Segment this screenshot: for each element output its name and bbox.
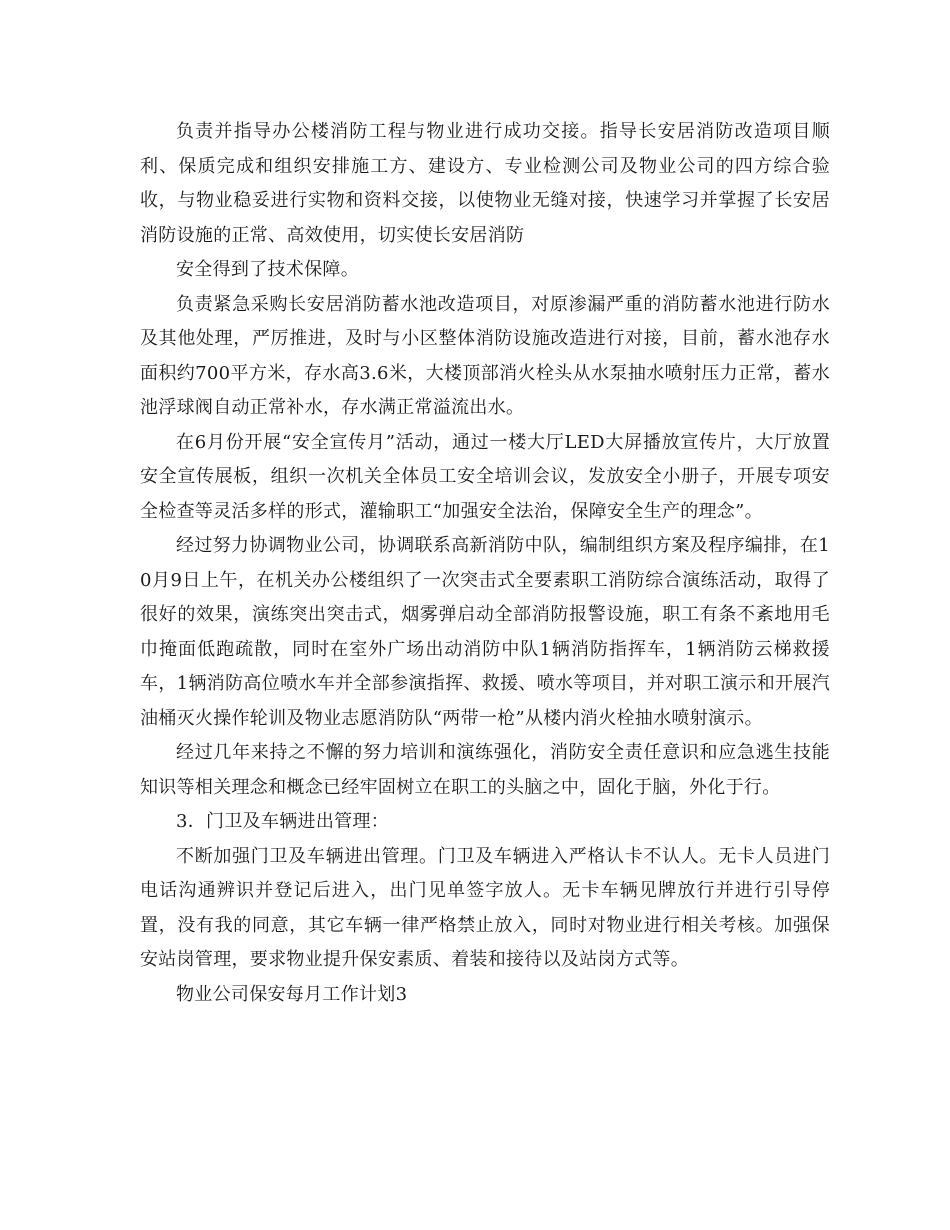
- paragraph-safety-month: 在6月份开展“安全宣传月”活动，通过一楼大厅LED大屏播放宣传片，大厅放置安全宣传展板，组织一次机关全体员工安全培训会议，发放安全小册子，开展专项安全检查等灵活多样的形式，灌输职工“加强安全法治，保障安全生产的理念”。: [140, 431, 830, 522]
- paragraph-fire-handover: 负责并指导办公楼消防工程与物业进行成功交接。指导长安居消防改造项目顺利、保质完成和组织安排施工方、建设方、专业检测公司及物业公司的四方综合验收，与物业稳妥进行实物和资料交接，以使物业无缝对接，快速学习并掌握了长安居消防设施的正常、高效使用，切实使长安居消防: [140, 121, 830, 246]
- paragraph-training-results: 经过几年来持之不懈的努力培训和演练强化，消防安全责任意识和应急逃生技能知识等相关理念和概念已经牢固树立在职工的头脑之中，固化于脑，外化于行。: [140, 742, 830, 798]
- paragraph-gate-management: 不断加强门卫及车辆进出管理。门卫及车辆进入严格认卡不认人。无卡人员进门电话沟通辨识并登记后进入，出门见单签字放人。无卡车辆见牌放行并进行引导停置，没有我的同意，其它车辆一律严格禁止放入，同时对物业进行相关考核。加强保安站岗管理，要求物业提升保安素质、着装和接待以及站岗方式等。: [140, 845, 830, 970]
- paragraph-water-tank: 负责紧急采购长安居消防蓄水池改造项目，对原渗漏严重的消防蓄水池进行防水及其他处理，严厉推进，及时与小区整体消防设施改造进行对接，目前，蓄水池存水面积约700平方米，存水高3.6米，大楼顶部消火栓头从水泵抽水喷射压力正常，蓄水池浮球阀自动正常补水，存水满正常溢流出水。: [140, 293, 830, 418]
- paragraph-safety-guarantee: 安全得到了技术保障。: [176, 259, 359, 280]
- paragraph-fire-drill: 经过努力协调物业公司，协调联系高新消防中队，编制组织方案及程序编排，在10月9日上午，在机关办公楼组织了一次突击式全要素职工消防综合演练活动，取得了很好的效果，演练突出突击式，烟雾弹启动全部消防报警设施，职工有条不紊地用毛巾掩面低跑疏散，同时在室外广场出动消防中队1辆消防指挥车，1辆消防云梯救援车，1辆消防高位喷水车并全部参演指挥、救援、喷水等项目，并对职工演示和开展汽油桶灭火操作轮训及物业志愿消防队“两带一枪”从楼内消火栓抽水喷射演示。: [140, 535, 830, 729]
- section-heading-gate-vehicle: 3．门卫及车辆进出管理：: [176, 811, 390, 832]
- section-heading-monthly-plan: 物业公司保安每月工作计划3: [176, 983, 408, 1005]
